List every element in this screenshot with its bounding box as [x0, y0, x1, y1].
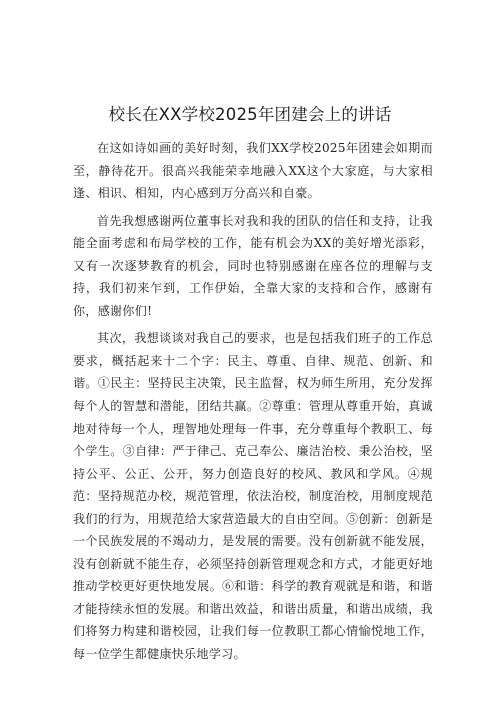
- document-title: 校长在XX学校2025年团建会上的讲话: [108, 105, 392, 125]
- paragraph-thanks: 首先我想感谢两位董事长对我和我的团队的信任和支持，让我能全面考虑和布局学校的工作，能有机会为XX的美好增光添彩，又有一次逐梦教育的机会，同时也特别感谢在座各位的理解与支持，我们初来乍到，工作伊始，全靠大家的支持和合作，感谢有你，感谢你们!: [73, 213, 433, 318]
- paragraph-requirements: 其次，我想谈谈对我自己的要求，也是包括我们班子的工作总要求，概括起来十二个字：民主、尊重、自律、规范、创新、和谐。①民主：坚持民主决策，民主监督，权为师生所用，充分发挥每个人的智慧和潜能，团结共赢。②尊重：管理从尊重开始，真诚地对待每一个人，理智地处理每一件事，充分尊重每个教职工、每个学生。③自律：严于律己、克己奉公、廉洁治校、秉公治校，坚持公平、公正、公开，努力创造良好的校风、教风和学风。④规范：坚持规范办校，规范管理，依法治校，制度治校，用制度规范我们的行为，用规范给大家营造最大的自由空间。⑤创新：创新是一个民族发展的不竭动力，是发展的需要。没有创新就不能发展，没有创新就不能生存，必须坚持创新管理观念和方式，才能更好地推动学校更好更快地发展。⑥和谐：科学的教育观就是和谐，和谐才能持续永恒的发展。和谐出效益，和谐出质量，和谐出成绩，我们将努力构建和谐校园，让我们每一位教职工都心情愉悦地工作，每一位学生都健康快乐地学习。: [73, 331, 433, 662]
- paragraph-opening: 在这如诗如画的美好时刻，我们XX学校2025年团建会如期而至，静待花开。很高兴我能荣幸地融入XX这个大家庭，与大家相逢、相识、相知，内心感到万分高兴和自豪。: [73, 141, 433, 201]
- document-body: [73, 137, 433, 671]
